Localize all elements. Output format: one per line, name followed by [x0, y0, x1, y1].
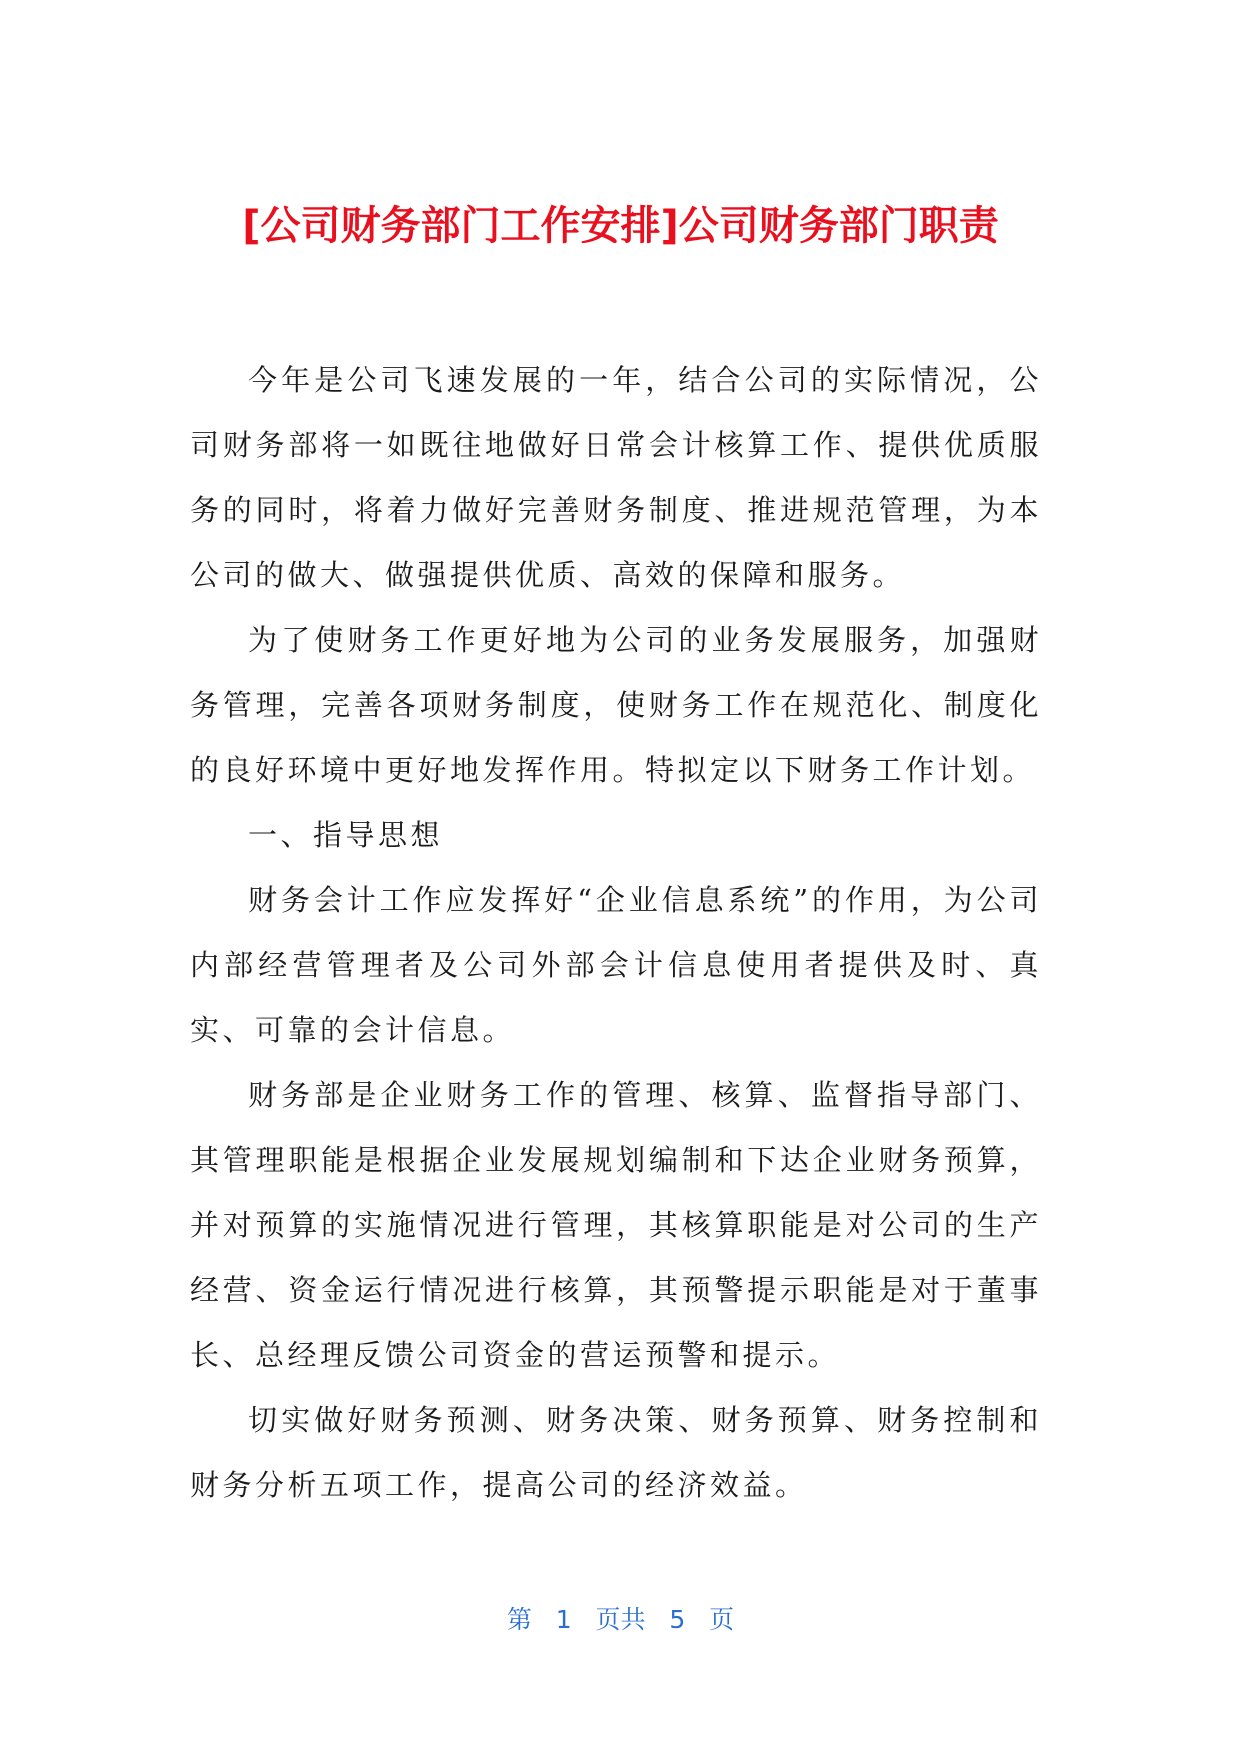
page-label-prefix: 第	[506, 1605, 532, 1634]
current-page-number: 1	[555, 1605, 572, 1634]
total-pages-number: 5	[669, 1605, 686, 1634]
paragraph-intro: 今年是公司飞速发展的一年，结合公司的实际情况，公司财务部将一如既往地做好日常会计核算工作、提供优质服务的同时，将着力做好完善财务制度、推进规范管理，为本公司的做大、做强提供优质、高效的保障和服务。	[190, 363, 1042, 592]
paragraph-purpose: 为了使财务工作更好地为公司的业务发展服务，加强财务管理，完善各项财务制度，使财务工作在规范化、制度化的良好环境中更好地发挥作用。特拟定以下财务工作计划。	[190, 623, 1042, 787]
paragraph-five-tasks: 切实做好财务预测、财务决策、财务预算、财务控制和财务分析五项工作，提高公司的经济效益。	[190, 1403, 1042, 1502]
page-label-suffix: 页	[709, 1605, 735, 1634]
section-heading-guiding-ideology: 一、指导思想	[248, 818, 444, 852]
page-label-middle: 页共	[595, 1605, 646, 1634]
document-body	[190, 348, 1042, 1518]
paragraph-accounting-role: 财务会计工作应发挥好“企业信息系统”的作用，为公司内部经营管理者及公司外部会计信息使用者提供及时、真实、可靠的会计信息。	[190, 883, 1042, 1047]
paragraph-finance-dept-functions: 财务部是企业财务工作的管理、核算、监督指导部门、其管理职能是根据企业发展规划编制和下达企业财务预算，并对预算的实施情况进行管理，其核算职能是对公司的生产经营、资金运行情况进行核算，其预警提示职能是对于董事长、总经理反馈公司资金的营运预警和提示。	[190, 1078, 1042, 1372]
document-title: [公司财务部门工作安排]公司财务部门职责	[242, 203, 999, 249]
page-footer	[0, 1604, 1241, 1636]
